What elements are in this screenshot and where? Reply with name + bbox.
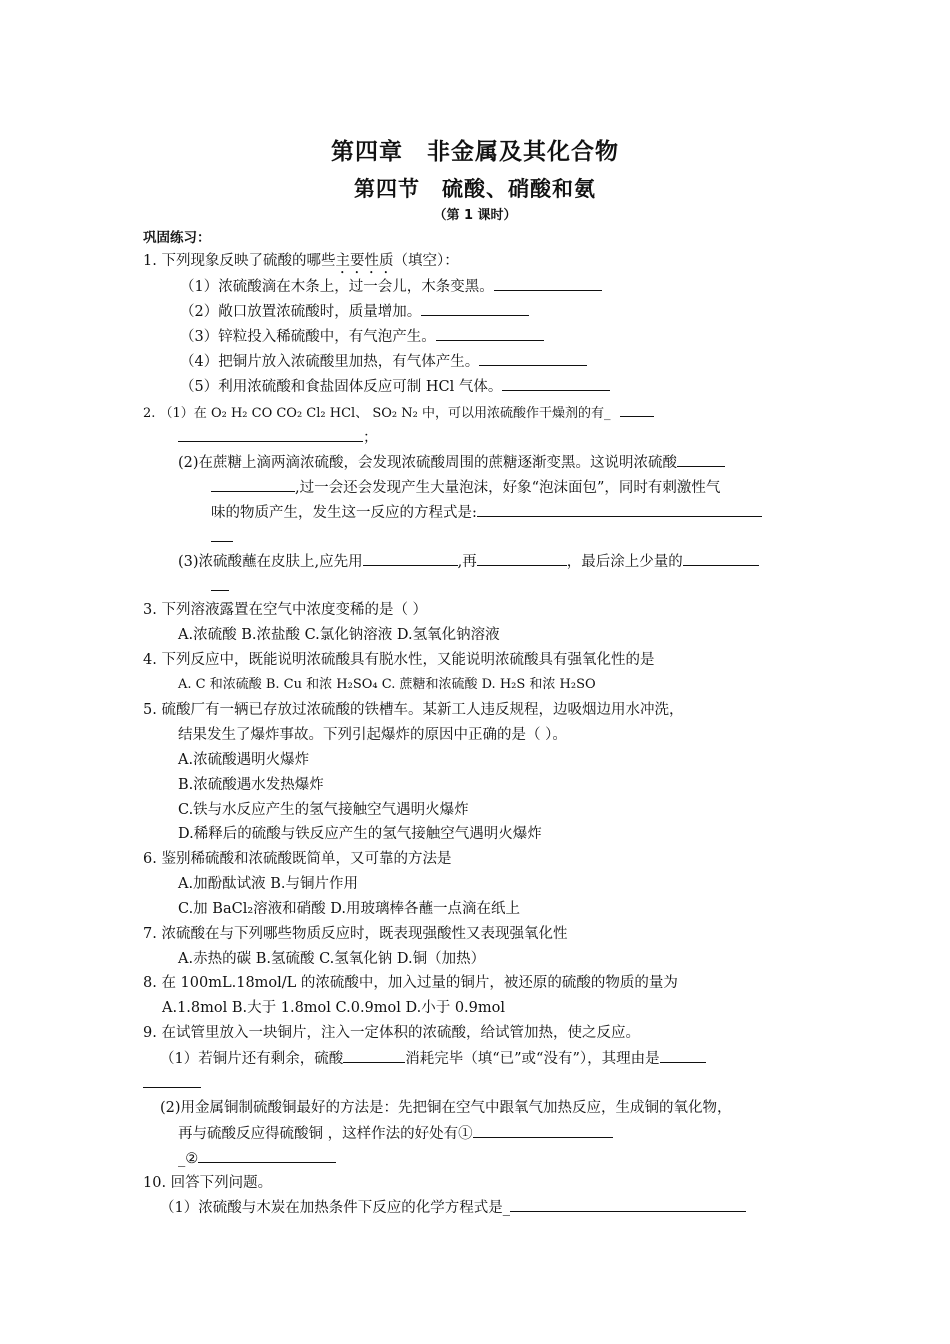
q1-item-3: （3）锌粒投入稀硫酸中，有气泡产生。 <box>180 326 544 347</box>
answer-blank[interactable] <box>502 376 610 391</box>
q7-options: A.赤热的碳 B.氢硫酸 C.氢氧化钠 D.铜（加热） <box>178 951 486 967</box>
q1-stem-emphasis: 主要性质 <box>335 253 394 269</box>
chapter-title: 第四章 非金属及其化合物 <box>331 139 619 165</box>
q3-options: A.浓硫酸 B.浓盐酸 C.氯化钠溶液 D.氢氧化钠溶液 <box>178 627 500 643</box>
answer-blank[interactable] <box>494 276 602 291</box>
answer-blank[interactable] <box>683 551 759 566</box>
q1-stem <box>143 251 459 277</box>
answer-blank[interactable] <box>198 1148 336 1163</box>
q1-item-1: （1）浓硫酸滴在木条上，过一会儿，木条变黑。 <box>180 276 602 297</box>
q5-option-d: D.稀释后的硫酸与铁反应产生的氢气接触空气遇明火爆炸 <box>178 826 542 842</box>
q6-options-row1: A.加酚酞试液 B.与铜片作用 <box>178 876 358 892</box>
answer-blank[interactable] <box>620 402 654 417</box>
answer-blank[interactable] <box>477 502 762 517</box>
answer-blank[interactable] <box>363 551 458 566</box>
q5-stem-line2: 结果发生了爆炸事故。下列引起爆炸的原因中正确的是（ ）。 <box>178 727 567 743</box>
q2-part3: (3)浓硫酸蘸在皮肤上,应先用 ,再 ，最后涂上少量的 <box>178 551 759 572</box>
q3-stem: 3. 下列溶液露置在空气中浓度变稀的是（ ） <box>143 602 428 618</box>
answer-blank[interactable] <box>343 1048 405 1063</box>
q1-stem-suffix: （填空）： <box>393 253 459 269</box>
q2-part2-line4 <box>211 527 233 548</box>
q1-item-4: （4）把铜片放入浓硫酸里加热，有气体产生。 <box>180 351 587 372</box>
q2-part2-line1: (2)在蔗糖上滴两滴浓硫酸，会发现浓硫酸周围的蔗糖逐渐变黑。这说明浓硫酸 <box>178 452 725 473</box>
q9-part1-cont <box>143 1073 201 1094</box>
q9-part2-line3: _② <box>178 1148 336 1169</box>
q5-stem-line1: 5. 硫酸厂有一辆已存放过浓硫酸的铁槽车。某新工人违反规程，边吸烟边用水冲洗， <box>143 702 684 718</box>
section-title: 第四节 硫酸、硝酸和氨 <box>354 177 596 201</box>
q5-option-a: A.浓硫酸遇明火爆炸 <box>178 752 310 768</box>
answer-blank[interactable] <box>677 452 725 467</box>
q10-stem: 10. 回答下列问题。 <box>143 1175 273 1191</box>
q1-item-2: （2）敞口放置浓硫酸时，质量增加。 <box>180 301 529 322</box>
q9-part2-line1: (2)用金属铜制硫酸铜最好的方法是：先把铜在空气中跟氧气加热反应，生成铜的氧化物， <box>160 1100 732 1116</box>
q2-part2-line3: 味的物质产生，发生这一反应的方程式是: <box>211 502 762 523</box>
lesson-label: （第 1 课时） <box>433 208 517 223</box>
answer-blank[interactable] <box>143 1073 201 1088</box>
q2-part1: 2. （1）在 O₂ H₂ CO CO₂ Cl₂ HCl、 SO₂ N₂ 中，可以用浓硫酸作干燥剂的有_ <box>143 402 654 424</box>
q2-part2-line2: ,过一会还会发现产生大量泡沫，好象“泡沫面包”，同时有刺激性气 <box>211 477 720 498</box>
answer-blank[interactable] <box>211 576 229 591</box>
q6-options-row2: C.加 BaCl₂溶液和硝酸 D.用玻璃棒各蘸一点滴在纸上 <box>178 901 520 917</box>
q2-part1-cont: ； <box>178 427 378 448</box>
answer-blank[interactable] <box>477 551 567 566</box>
q8-options: A.1.8mol B.大于 1.8mol C.0.9mol D.小于 0.9mol <box>162 1000 506 1016</box>
q1-item-5: （5）利用浓硫酸和食盐固体反应可制 HCl 气体。 <box>180 376 610 397</box>
answer-blank[interactable] <box>436 326 544 341</box>
q7-stem: 7. 浓硫酸在与下列哪些物质反应时，既表现强酸性又表现强氧化性 <box>143 926 568 942</box>
answer-blank[interactable] <box>473 1123 613 1138</box>
q1-stem-prefix: 1. 下列现象反映了硫酸的哪些 <box>143 253 336 269</box>
q6-stem: 6. 鉴别稀硫酸和浓硫酸既简单，又可靠的方法是 <box>143 851 452 867</box>
q5-option-b: B.浓硫酸遇水发热爆炸 <box>178 777 324 793</box>
q4-options: A. C 和浓硫酸 B. Cu 和浓 H₂SO₄ C. 蔗糖和浓硫酸 D. H₂S 和浓 H₂SO <box>178 677 596 692</box>
answer-blank[interactable] <box>211 477 295 492</box>
q2-part3-cont <box>211 576 229 597</box>
q8-stem: 8. 在 100mL.18mol/L 的浓硫酸中，加入过量的铜片，被还原的硫酸的物质的量为 <box>143 975 678 991</box>
answer-blank[interactable] <box>660 1048 706 1063</box>
q9-stem: 9. 在试管里放入一块铜片，注入一定体积的浓硫酸，给试管加热，使之反应。 <box>143 1025 640 1041</box>
q9-part1: （1）若铜片还有剩余，硫酸 消耗完毕（填“已”或“没有”），其理由是 <box>160 1048 706 1069</box>
answer-blank[interactable] <box>479 351 587 366</box>
q9-part2-line2: 再与硫酸反应得硫酸铜 ，这样作法的好处有① <box>178 1123 613 1144</box>
answer-blank[interactable] <box>421 301 529 316</box>
practice-heading: 巩固练习： <box>143 230 211 246</box>
q5-option-c: C.铁与水反应产生的氢气接触空气遇明火爆炸 <box>178 802 469 818</box>
answer-blank[interactable] <box>178 427 363 442</box>
q4-stem: 4. 下列反应中，既能说明浓硫酸具有脱水性，又能说明浓硫酸具有强氧化性的是 <box>143 652 655 668</box>
answer-blank[interactable] <box>211 527 233 542</box>
answer-blank[interactable] <box>510 1197 746 1212</box>
q10-part1: （1）浓硫酸与木炭在加热条件下反应的化学方程式是_ <box>160 1197 746 1218</box>
